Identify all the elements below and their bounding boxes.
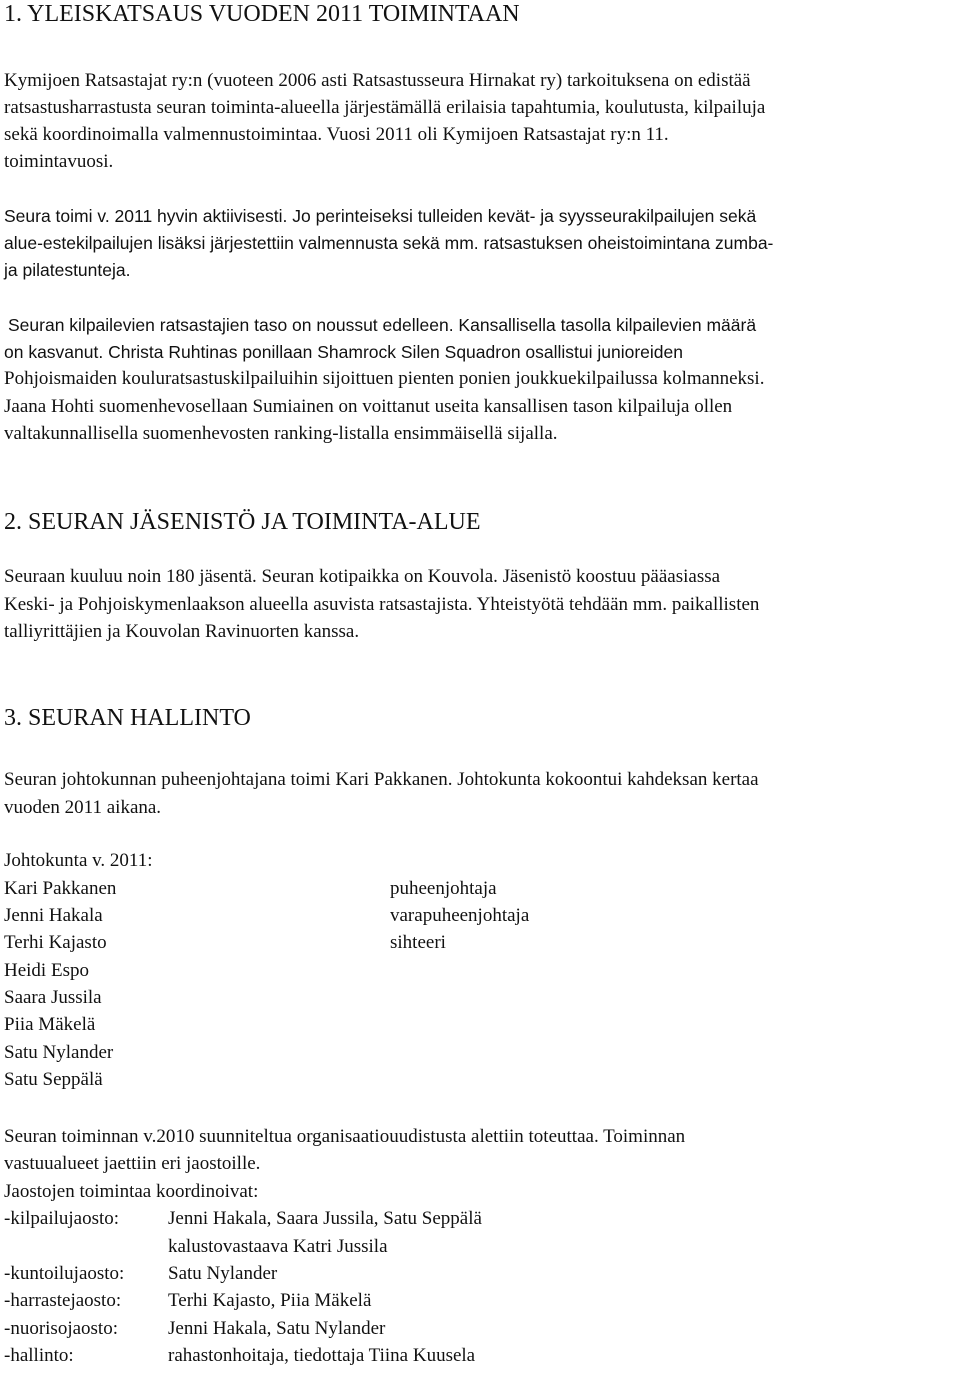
committee-label: -nuorisojaosto: bbox=[4, 1318, 118, 1339]
committee-members: Jenni Hakala, Saara Jussila, Satu Seppälä bbox=[168, 1208, 482, 1229]
section-1-para-1-line: sekä koordinoimalla valmennustoimintaa. Vuosi 2011 oli Kymijoen Ratsastajat ry:n 11. bbox=[4, 124, 669, 145]
committee-members: Jenni Hakala, Satu Nylander bbox=[168, 1318, 386, 1339]
section-1-para-2-line: alue-estekilpailujen lisäksi järjestettiin valmennusta sekä mm. ratsastuksen oheistoimintana zumba- bbox=[4, 233, 774, 253]
committee-label: -hallinto: bbox=[4, 1345, 74, 1366]
section-1-para-2-line: Seura toimi v. 2011 hyvin aktiivisesti. Jo perinteiseksi tulleiden kevät- ja syysseurakilpailujen sekä bbox=[4, 206, 757, 226]
organisation-para-line: Seuran toiminnan v.2010 suunniteltua organisaatiouudistusta alettiin toteuttaa. Toiminnan bbox=[4, 1126, 686, 1147]
board-member-name: Kari Pakkanen bbox=[4, 878, 117, 899]
section-1-para-3-line: Pohjoismaiden kouluratsastuskilpailuihin sijoittuen pienten ponien joukkuekilpailussa kolmanneksi. bbox=[4, 368, 765, 389]
section-1-para-3-line: Seuran kilpailevien ratsastajien taso on noussut edelleen. Kansallisella tasolla kilpailevien määrä bbox=[8, 315, 757, 335]
committee-members: Terhi Kajasto, Piia Mäkelä bbox=[168, 1290, 372, 1311]
section-2-heading: 2. SEURAN JÄSENISTÖ JA TOIMINTA-ALUE bbox=[4, 509, 481, 535]
committee-members: rahastonhoitaja, tiedottaja Tiina Kuusela bbox=[168, 1345, 476, 1366]
board-member-name: Heidi Espo bbox=[4, 960, 89, 981]
committee-label: -kilpailujaosto: bbox=[4, 1208, 120, 1229]
committee-label: -harrastejaosto: bbox=[4, 1290, 122, 1311]
organisation-para-line: vastuualueet jaettiin eri jaostoille. bbox=[4, 1153, 261, 1174]
board-member-name: Saara Jussila bbox=[4, 987, 102, 1008]
board-member-name: Jenni Hakala bbox=[4, 905, 103, 926]
section-1-heading: 1. YLEISKATSAUS VUODEN 2011 TOIMINTAAN bbox=[4, 1, 520, 27]
section-1-para-3-line: valtakunnallisella suomenhevosten ranking-listalla ensimmäisellä sijalla. bbox=[4, 423, 558, 444]
board-member-role: sihteeri bbox=[390, 932, 446, 953]
committee-members: Satu Nylander bbox=[168, 1263, 278, 1284]
section-1-para-1-line: toimintavuosi. bbox=[4, 151, 114, 172]
board-member-role: puheenjohtaja bbox=[390, 878, 497, 899]
section-1-para-1-line: ratsastusharrastusta seuran toiminta-alueella järjestämällä erilaisia tapahtumia, koulutusta, kilpailuja bbox=[4, 97, 766, 118]
section-2-para-line: talliyrittäjien ja Kouvolan Ravinuorten kanssa. bbox=[4, 621, 360, 642]
section-3-para-line: Seuran johtokunnan puheenjohtajana toimi Kari Pakkanen. Johtokunta kokoontui kahdeksan kertaa bbox=[4, 769, 759, 790]
section-1-para-3-line: Jaana Hohti suomenhevosellaan Sumiainen on voittanut useita kansallisen tason kilpailuja ollen bbox=[4, 396, 733, 417]
section-2-para-line: Keski- ja Pohjoiskymenlaakson alueella asuvista ratsastajista. Yhteistyötä tehdään mm. paikallisten bbox=[4, 594, 760, 615]
organisation-para-line: Jaostojen toimintaa koordinoivat: bbox=[4, 1181, 259, 1202]
board-member-name: Satu Seppälä bbox=[4, 1069, 103, 1090]
board-title: Johtokunta v. 2011: bbox=[4, 850, 153, 871]
board-member-name: Satu Nylander bbox=[4, 1042, 114, 1063]
board-member-role: varapuheenjohtaja bbox=[390, 905, 530, 926]
section-3-heading: 3. SEURAN HALLINTO bbox=[4, 705, 251, 731]
board-member-name: Terhi Kajasto bbox=[4, 932, 107, 953]
committee-members: kalustovastaava Katri Jussila bbox=[168, 1236, 388, 1257]
section-1-para-3-line: on kasvanut. Christa Ruhtinas ponillaan Shamrock Silen Squadron osallistui junioreiden bbox=[4, 342, 684, 362]
section-3-para-line: vuoden 2011 aikana. bbox=[4, 797, 162, 818]
section-1-para-1-line: Kymijoen Ratsastajat ry:n (vuoteen 2006 asti Ratsastusseura Hirnakat ry) tarkoituksena on edistää bbox=[4, 70, 751, 91]
board-member-name: Piia Mäkelä bbox=[4, 1014, 96, 1035]
section-1-para-2-line: ja pilatestunteja. bbox=[4, 260, 131, 280]
section-2-para-line: Seuraan kuuluu noin 180 jäsentä. Seuran kotipaikka on Kouvola. Jäsenistö koostuu pääasiassa bbox=[4, 566, 721, 587]
committee-label: -kuntoilujaosto: bbox=[4, 1263, 125, 1284]
